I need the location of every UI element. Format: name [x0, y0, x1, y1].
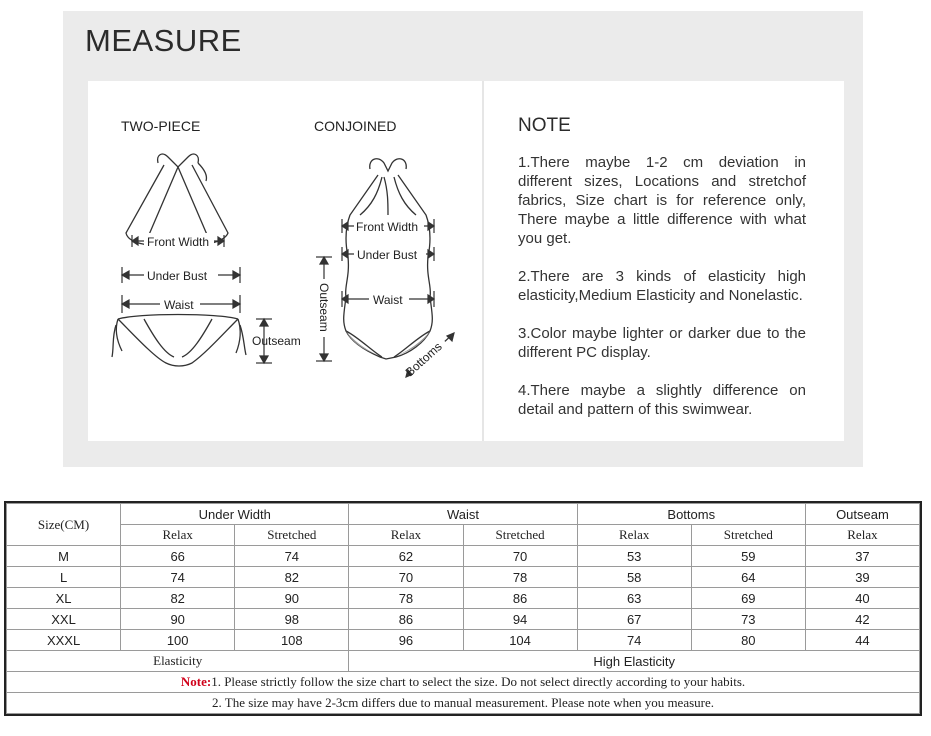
- bikini-top-drawing: [126, 154, 228, 245]
- value-cell: 82: [235, 567, 349, 588]
- value-cell: 74: [235, 546, 349, 567]
- value-cell: 66: [121, 546, 235, 567]
- table-row: [7, 630, 920, 651]
- bikini-bottom-drawing: [112, 315, 246, 367]
- value-cell: 63: [577, 588, 691, 609]
- measure-title: MEASURE: [85, 23, 242, 58]
- table-row: [7, 609, 920, 630]
- value-cell: 37: [805, 546, 919, 567]
- size-chart: [4, 501, 922, 716]
- two-piece-waist-label: Waist: [164, 298, 194, 312]
- value-cell: 39: [805, 567, 919, 588]
- value-cell: 100: [121, 630, 235, 651]
- value-cell: 94: [463, 609, 577, 630]
- table-row: [7, 546, 920, 567]
- note-prefix: Note:: [180, 674, 212, 689]
- value-cell: 74: [577, 630, 691, 651]
- value-cell: 73: [691, 609, 805, 630]
- value-cell: 42: [805, 609, 919, 630]
- value-cell: 40: [805, 588, 919, 609]
- size-cell: XL: [7, 588, 121, 609]
- value-cell: 69: [691, 588, 805, 609]
- measure-panel: [63, 11, 863, 467]
- size-cell: L: [7, 567, 121, 588]
- size-corner-cell: Size(CM): [7, 504, 121, 546]
- table-row: [7, 567, 920, 588]
- value-cell: 80: [691, 630, 805, 651]
- sub-header: Relax: [349, 525, 463, 546]
- note-item: 1.There maybe 1-2 cm deviation in different sizes, Locations and stretchof fabrics, Size chart is for reference only, There maybe a little difference with what you get.: [518, 154, 806, 247]
- footnote-2: 2. The size may have 2-3cm differs due to manual measurement. Please note when you measure.: [7, 693, 920, 714]
- value-cell: 108: [235, 630, 349, 651]
- value-cell: 70: [349, 567, 463, 588]
- value-cell: 70: [463, 546, 577, 567]
- size-cell: XXL: [7, 609, 121, 630]
- group-header: Outseam: [805, 504, 919, 525]
- table-subheader-row: [7, 525, 920, 546]
- two-piece-front-width-label: Front Width: [147, 235, 210, 249]
- value-cell: 53: [577, 546, 691, 567]
- two-piece-under-bust-label: Under Bust: [147, 269, 208, 283]
- note-title: NOTE: [518, 115, 571, 136]
- value-cell: 86: [349, 609, 463, 630]
- sub-header: Relax: [121, 525, 235, 546]
- size-cell: XXXL: [7, 630, 121, 651]
- sub-header: Relax: [805, 525, 919, 546]
- value-cell: 44: [805, 630, 919, 651]
- panel-divider: [482, 81, 484, 441]
- note-text: 1. Please strictly follow the size chart to select the size. Do not select directly according to your habits.: [211, 674, 746, 689]
- swimwear-diagram: [88, 81, 482, 441]
- size-cell: M: [7, 546, 121, 567]
- footnote-row: [7, 693, 920, 714]
- conjoined-under-bust-label: Under Bust: [357, 248, 418, 262]
- table-row: [7, 588, 920, 609]
- conjoined-bottoms-label: Bottoms: [402, 339, 445, 380]
- value-cell: 90: [121, 609, 235, 630]
- conjoined-waist-label: Waist: [373, 293, 403, 307]
- measure-inner: [88, 81, 844, 441]
- value-cell: 98: [235, 609, 349, 630]
- note-item: 4.There maybe a slightly difference on detail and pattern of this swimwear.: [518, 382, 806, 418]
- value-cell: 78: [463, 567, 577, 588]
- value-cell: 90: [235, 588, 349, 609]
- conjoined-front-width-label: Front Width: [356, 220, 419, 234]
- value-cell: 59: [691, 546, 805, 567]
- elasticity-row: [7, 651, 920, 672]
- conjoined-outseam-label: Outseam: [317, 283, 331, 332]
- value-cell: 82: [121, 588, 235, 609]
- footnote-1: [7, 672, 920, 693]
- value-cell: 74: [121, 567, 235, 588]
- size-table: [6, 503, 920, 714]
- value-cell: 86: [463, 588, 577, 609]
- value-cell: 62: [349, 546, 463, 567]
- group-header: Waist: [349, 504, 577, 525]
- table-header-row: [7, 504, 920, 525]
- footnote-row: [7, 672, 920, 693]
- elasticity-value: High Elasticity: [349, 651, 920, 672]
- group-header: Under Width: [121, 504, 349, 525]
- two-piece-outseam-label: Outseam: [252, 334, 301, 348]
- elasticity-label: Elasticity: [7, 651, 349, 672]
- sub-header: Stretched: [235, 525, 349, 546]
- conjoined-heading: CONJOINED: [314, 118, 397, 134]
- value-cell: 58: [577, 567, 691, 588]
- sub-header: Relax: [577, 525, 691, 546]
- two-piece-heading: TWO-PIECE: [121, 118, 201, 134]
- value-cell: 67: [577, 609, 691, 630]
- group-header: Bottoms: [577, 504, 805, 525]
- note-item: 2.There are 3 kinds of elasticity high elasticity,Medium Elasticity and Nonelastic.: [518, 268, 806, 304]
- sub-header: Stretched: [463, 525, 577, 546]
- value-cell: 104: [463, 630, 577, 651]
- value-cell: 96: [349, 630, 463, 651]
- value-cell: 78: [349, 588, 463, 609]
- value-cell: 64: [691, 567, 805, 588]
- sub-header: Stretched: [691, 525, 805, 546]
- note-item: 3.Color maybe lighter or darker due to the different PC display.: [518, 325, 806, 361]
- note-section: [518, 115, 806, 438]
- measure-diagrams: [88, 81, 482, 441]
